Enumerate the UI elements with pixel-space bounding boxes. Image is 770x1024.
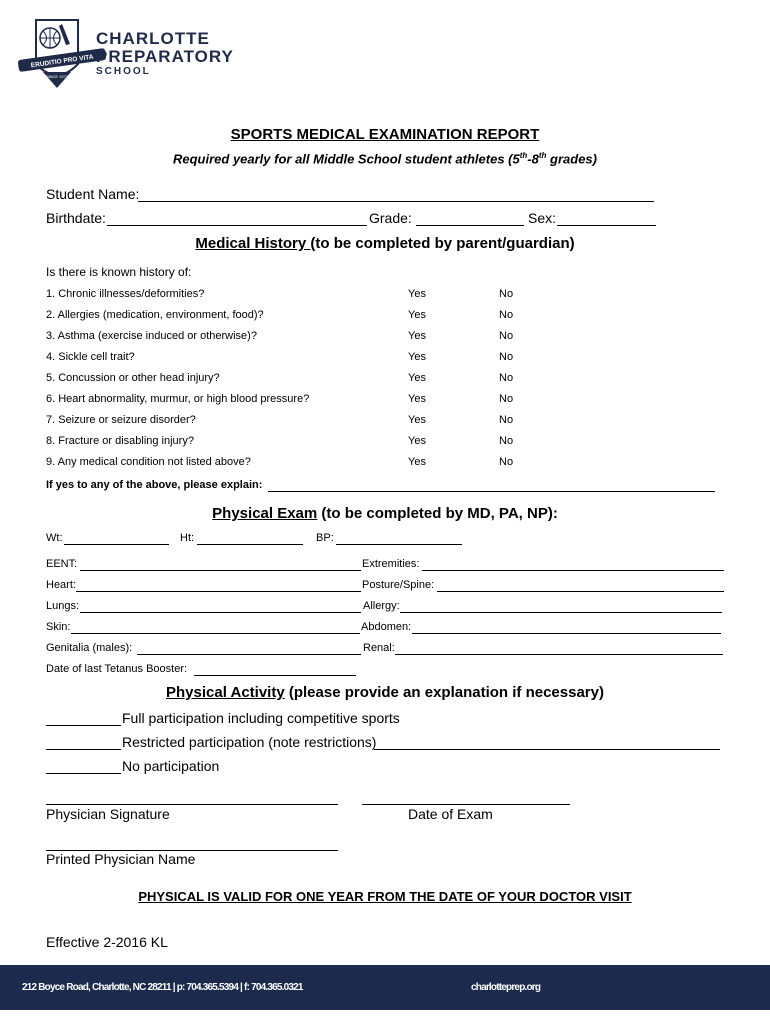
history-yes-option[interactable]: Yes: [408, 393, 426, 405]
medical-history-heading: Medical History (to be completed by parent/guardian): [195, 235, 575, 252]
history-no-option[interactable]: No: [499, 372, 514, 384]
abdomen-field[interactable]: [412, 621, 721, 634]
tetanus-label: Date of last Tetanus Booster:: [46, 663, 188, 675]
tetanus-field[interactable]: [194, 663, 356, 676]
school-name: [96, 30, 234, 78]
birthdate-field[interactable]: [107, 210, 367, 226]
history-item: 6. Heart abnormality, murmur, or high blood pressure?: [46, 393, 310, 405]
bp-label: BP:: [316, 532, 334, 544]
history-yes-option[interactable]: Yes: [408, 288, 426, 300]
history-no-option[interactable]: No: [499, 435, 514, 447]
explain-field[interactable]: [268, 479, 715, 492]
history-yes-option[interactable]: Yes: [408, 330, 426, 342]
page-title: SPORTS MEDICAL EXAMINATION REPORT: [230, 126, 540, 143]
history-item: 7. Seizure or seizure disorder?: [46, 414, 196, 426]
genitalia-field[interactable]: [137, 642, 361, 655]
skin-label: Skin:: [46, 621, 71, 633]
history-item: 3. Asthma (exercise induced or otherwise)?: [46, 330, 257, 342]
history-no-option[interactable]: No: [499, 456, 514, 468]
height-label: Ht:: [180, 532, 195, 544]
abdomen-label: Abdomen:: [361, 621, 412, 633]
history-yes-option[interactable]: Yes: [408, 414, 426, 426]
crest-icon: [16, 14, 108, 94]
birthdate-label: Birthdate:: [46, 210, 106, 226]
allergy-label: Allergy:: [363, 600, 400, 612]
renal-field[interactable]: [395, 642, 723, 655]
genitalia-label: Genitalia (males):: [46, 642, 133, 654]
school-name-line3: SCHOOL: [96, 66, 151, 77]
svg-text:SINCE 1971: SINCE 1971: [45, 74, 69, 79]
date-of-exam-field[interactable]: [362, 790, 570, 805]
bp-field[interactable]: [336, 532, 462, 545]
no-participation-blank[interactable]: [46, 759, 121, 774]
allergy-field[interactable]: [400, 600, 722, 613]
full-participation-label: Full participation including competitive sports: [122, 710, 400, 726]
physician-signature-field[interactable]: [46, 790, 338, 805]
history-item: 8. Fracture or disabling injury?: [46, 435, 194, 447]
sex-field[interactable]: [557, 210, 656, 226]
history-item: 4. Sickle cell trait?: [46, 351, 135, 363]
history-yes-option[interactable]: Yes: [408, 351, 426, 363]
explain-label: If yes to any of the above, please explain:: [46, 479, 263, 491]
history-item: 2. Allergies (medication, environment, food)?: [46, 309, 264, 321]
history-no-option[interactable]: No: [499, 351, 514, 363]
heart-label: Heart:: [46, 579, 76, 591]
printed-physician-name-label: Printed Physician Name: [46, 851, 196, 867]
restricted-participation-blank[interactable]: [46, 735, 121, 750]
printed-physician-name-field[interactable]: [46, 836, 338, 851]
physical-exam-heading: Physical Exam (to be completed by MD, PA, NP):: [212, 505, 558, 522]
effective-date: Effective 2-2016 KL: [46, 934, 168, 950]
student-name-field[interactable]: [138, 186, 654, 202]
history-yes-option[interactable]: Yes: [408, 372, 426, 384]
no-participation-label: No participation: [122, 758, 220, 774]
history-item: 1. Chronic illnesses/deformities?: [46, 288, 205, 300]
school-name-line1: CHARLOTTE: [96, 29, 210, 48]
restrictions-field[interactable]: [374, 735, 720, 750]
extremities-label: Extremities:: [362, 558, 420, 570]
page-subtitle: Required yearly for all Middle School student athletes (5th-8th grades): [172, 151, 597, 167]
history-no-option[interactable]: No: [499, 330, 514, 342]
eent-label: EENT:: [46, 558, 78, 570]
sex-label: Sex:: [528, 210, 557, 226]
footer-website[interactable]: charlotteprep.org: [471, 982, 541, 993]
weight-field[interactable]: [64, 532, 169, 545]
weight-label: Wt:: [46, 532, 63, 544]
lungs-field[interactable]: [80, 600, 361, 613]
footer-bar: [0, 965, 770, 1010]
svg-text:ERUDITIO PRO VITA: ERUDITIO PRO VITA: [30, 53, 94, 70]
extremities-field[interactable]: [422, 558, 724, 571]
date-of-exam-label: Date of Exam: [408, 806, 493, 822]
school-name-line2: PREPARATORY: [96, 47, 234, 66]
posture-spine-label: Posture/Spine:: [362, 579, 435, 591]
history-item: 5. Concussion or other head injury?: [46, 372, 220, 384]
history-yes-option[interactable]: Yes: [408, 309, 426, 321]
full-participation-blank[interactable]: [46, 711, 121, 726]
lungs-label: Lungs:: [46, 600, 80, 612]
footer-address: 212 Boyce Road, Charlotte, NC 28211 | p: 704.365.5394 | f: 704.365.0321: [22, 982, 303, 993]
history-yes-option[interactable]: Yes: [408, 435, 426, 447]
heart-field[interactable]: [76, 579, 361, 592]
skin-field[interactable]: [71, 621, 360, 634]
physician-signature-label: Physician Signature: [46, 806, 170, 822]
student-name-label: Student Name:: [46, 186, 140, 202]
history-no-option[interactable]: No: [499, 309, 514, 321]
eent-field[interactable]: [80, 558, 361, 571]
history-no-option[interactable]: No: [499, 288, 514, 300]
history-no-option[interactable]: No: [499, 414, 514, 426]
school-logo: [16, 14, 108, 94]
history-no-option[interactable]: No: [499, 393, 514, 405]
height-field[interactable]: [197, 532, 303, 545]
physical-activity-heading: Physical Activity (please provide an explanation if necessary): [166, 684, 604, 701]
validity-note: PHYSICAL IS VALID FOR ONE YEAR FROM THE DATE OF YOUR DOCTOR VISIT: [138, 889, 632, 904]
grade-label: Grade:: [369, 210, 412, 226]
posture-spine-field[interactable]: [437, 579, 724, 592]
renal-label: Renal:: [363, 642, 395, 654]
medical-history-intro: Is there is known history of:: [46, 265, 192, 279]
history-item: 9. Any medical condition not listed above?: [46, 456, 251, 468]
grade-field[interactable]: [416, 210, 524, 226]
restricted-participation-label: Restricted participation (note restrictions): [122, 734, 377, 750]
history-yes-option[interactable]: Yes: [408, 456, 426, 468]
